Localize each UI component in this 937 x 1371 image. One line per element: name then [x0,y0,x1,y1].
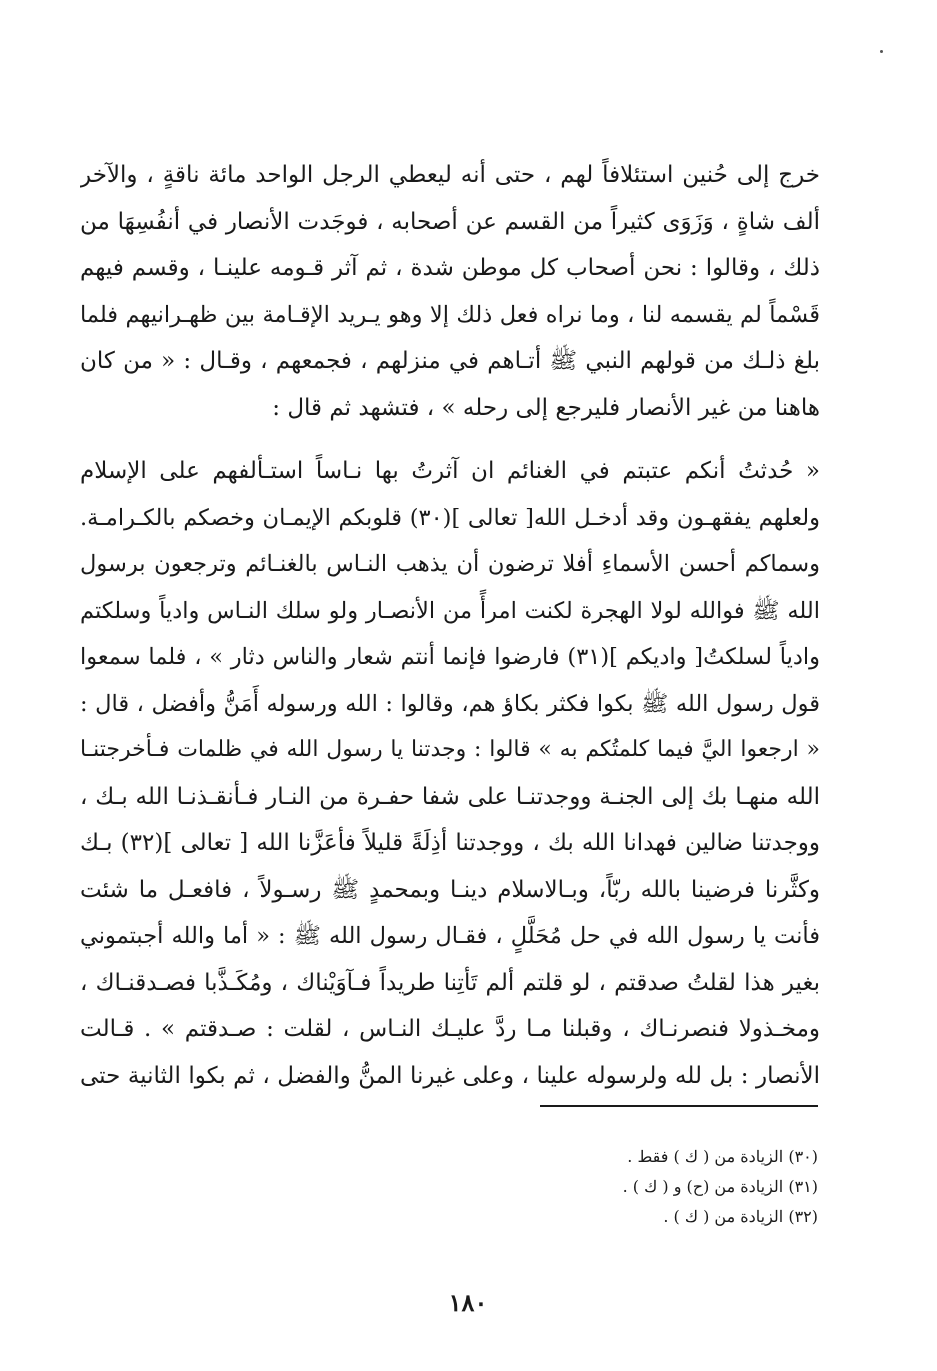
text-line: خرج إلى حُنين استئلافاً لهم ، حتى أنه ليعطي الرجل الواحد مائة ناقةٍ ، والآخر [80,162,820,188]
text-line: وكثَّرنا فرضينا بالله ربّاً، وبـالاسلام دينـا وبمحمدٍ ﷺ رسـولاً ، فافعـل ما شئت [80,876,820,903]
text-line: ولعلهم يفقهـون وقد أدخـل الله[ تعالى ](٣٠) قلوبكم الإيمـان وخصكم بالكـرامـة. [80,504,820,531]
text-line: وسماكم أحسن الأسماءِ أفلا ترضون أن يذهب النـاس بالغنـائم وترجعون برسول [80,551,820,577]
footnotes [440,1142,818,1232]
text-line: قَسْماً لم يقسمه لنا ، وما نراه فعل ذلك إلا وهو يـريد الإقـامة بين ظهـرانيهم فلما [80,301,820,328]
text-line: ذلك ، وقالوا : نحن أصحاب كل موطن شدة ، ثم آثر قـومه علينـا ، وقسم فيهم [80,255,820,281]
text-line: « حُدثتُ أنكم عتبتم في الغنائم ان آثرتُ بها نـاساً استـألفهم على الإسلام [80,458,820,484]
text-line: وادياً لسلكتُ[ واديكم ](٣١) فارضوا فإنما أنتم شعار والناس دثار » ، فلما سمعوا [80,644,820,670]
footnote-divider [540,1105,818,1107]
text-line: هاهنا من غير الأنصار فليرجع إلى رحله » ، فتشهد ثم قال : [272,394,820,421]
scan-speck [880,50,883,53]
text-line: الأنصار : بل لله ولرسوله علينا ، وعلى غيرنا المنُّ والفضل ، ثم بكوا الثانية حتى [80,1062,820,1089]
text-line: ومخـذولا فنصرنـاك ، وقبلنا مـا ردَّ عليـك النـاس ، لقلت : صـدقتم » . قـالت [80,1016,820,1042]
text-line: الله ﷺ فوالله لولا الهجرة لكنت امرأً من الأنصـار ولو سلك النـاس وادياً وسلكتم [80,597,820,624]
text-line: قول رسول الله ﷺ بكوا فكثر بكاؤ هم، وقالوا : الله ورسوله أَمَنُّ وأفضل ، قال : [80,690,820,717]
paragraph-1 [80,152,820,431]
page-number: ١٨٠ [448,1288,488,1317]
text-line: بغير هذا لقلتُ صدقتم ، لو قلتم ألم تَأتِنا طريداً فـآوَيْناك ، ومُكَـذَّبا فصـدقنـاك ، [80,969,820,996]
text-line: الله منهـا بك إلى الجنـة ووجدتنـا على شفا حفـرة من النـار فـأنقـذنـا الله بـك ، [80,783,820,810]
text-line: ألف شاةٍ ، وَزَوَى كثيراً من القسم عن أصحابه ، فوجَدت الأنصار في أنفُسِهَا من [80,208,820,235]
footnote-30: (٣٠) الزيادة من ( ك ) فقط . [627,1147,818,1166]
footnote-31: (٣١) الزيادة من (ح) و ( ك ) . [622,1177,818,1196]
text-line: ووجدتنا ضالين فهدانا الله بك ، ووجدتنا أذِلَةً قليلاً فأعَزَّنا الله [ تعالى ](٣٢) بـك [80,830,820,856]
text-line: « ارجعوا اليَّ فيما كلمتُكم به » قالوا : وجدتنا يا رسول الله في ظلمات فـأخرجتنـا [80,737,820,762]
text-line: بلغ ذلـك من قولهم النبي ﷺ أتـاهم في منزلهم ، فجمعهم ، وقـال : « من كان [80,348,820,374]
text-line: فأنت يا رسول الله في حل مُحَلَّلٍ ، فقـال رسول الله ﷺ : « أما والله أجبتموني [80,923,820,949]
footnote-32: (٣٢) الزيادة من ( ك ) . [663,1207,818,1226]
paragraph-2 [80,448,820,1099]
